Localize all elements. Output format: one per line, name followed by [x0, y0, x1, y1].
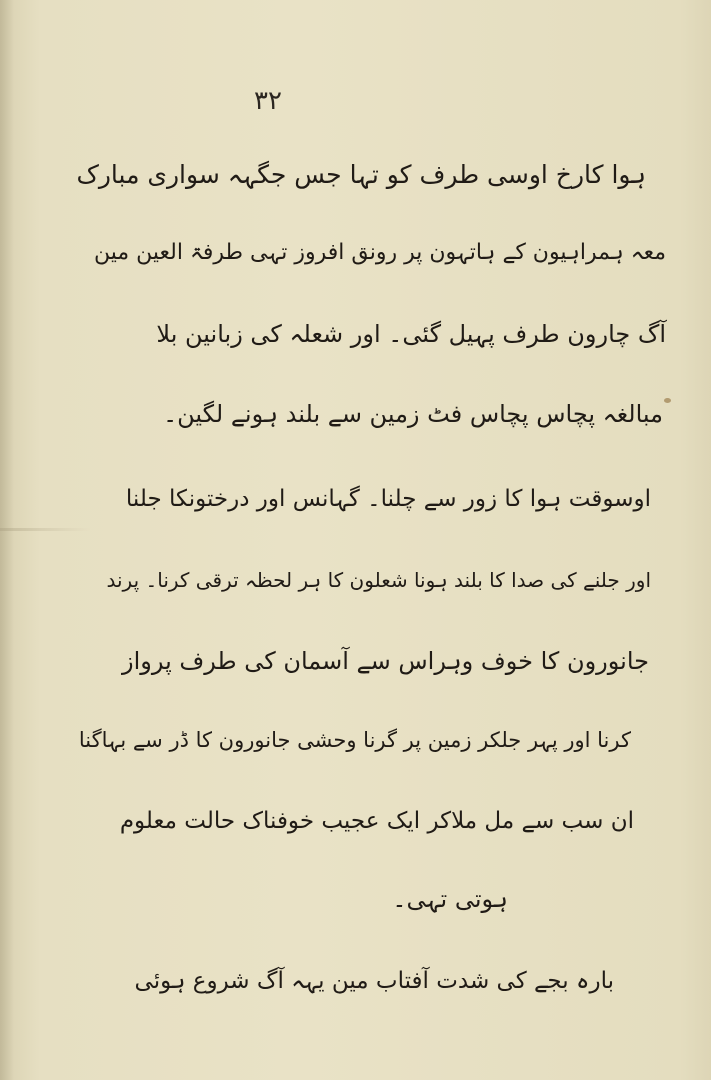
paper-fold-mark — [0, 528, 90, 531]
page-edge-shadow — [0, 0, 14, 1080]
text-line-10: ہوتی تہی۔ — [392, 885, 508, 913]
ink-spot — [664, 398, 671, 403]
text-line-6: اور جلنے کی صدا کا بلند ہونا شعلون کا ہر لحظہ ترقی کرنا۔ پرند — [106, 568, 651, 592]
text-line-9: ان سب سے مل ملاکر ایک عجیب خوفناک حالت معلوم — [119, 808, 634, 834]
text-line-5: اوسوقت ہوا کا زور سے چلنا۔ گہانس اور درختونکا جلنا — [125, 486, 651, 512]
text-line-1: ہوا کارخ اوسی طرف کو تہا جس جگہہ سواری مبارک — [76, 160, 646, 189]
text-line-7: جانورون کا خوف وہراس سے آسمان کی طرف پرواز — [122, 647, 649, 675]
text-line-4: مبالغہ پچاس پچاس فٹ زمین سے بلند ہونے لگین۔ — [163, 400, 663, 428]
text-line-3: آگ چارون طرف پہیل گئی۔ اور شعلہ کی زبانین بلا — [156, 320, 666, 348]
page-number: ۳۲ — [254, 86, 282, 116]
text-line-2: معہ ہمراہیون کے ہاتہون پر رونق افروز تہی طرفۃ العین مین — [93, 240, 666, 265]
text-line-8: کرنا اور پہر جلکر زمین پر گرنا وحشی جانورون کا ڈر سے بہاگنا — [78, 728, 631, 752]
text-line-11: بارہ بجے کی شدت آفتاب مین یہہ آگ شروع ہوئی — [134, 968, 614, 994]
